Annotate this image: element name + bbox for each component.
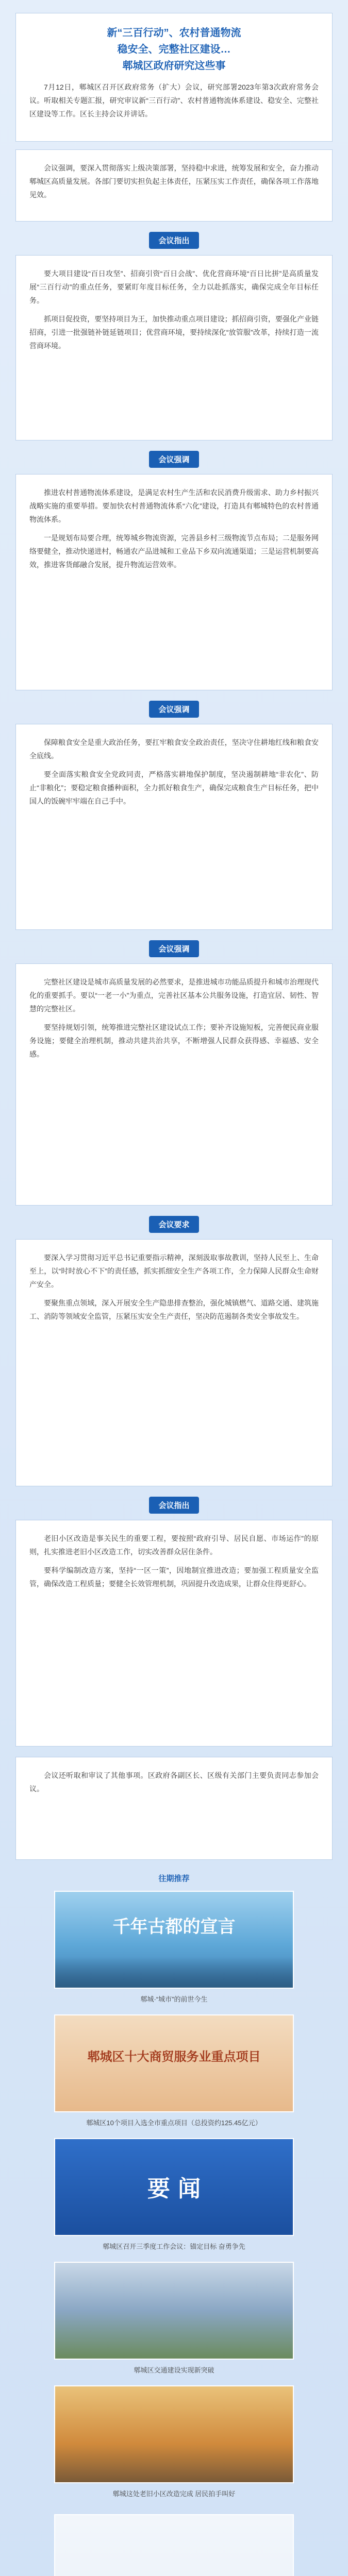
section-paragraph: 老旧小区改造是事关民生的重要工程，要按照“政府引导、居民自愿、市场运作”的原则，扎实推进老旧小区改造工作，切实改善群众居住条件。 [29,1534,319,1556]
related-photo[interactable] [54,2138,294,2236]
section-paragraph: 要坚持规划引领，统筹推进完整社区建设试点工作；要补齐设施短板，完善便民商业服务设施；要健全治理机制，推动共建共治共享，不断增强人民群众获得感、幸福感、安全感。 [29,1023,319,1058]
header-card [15,13,333,142]
related-photo[interactable] [54,2262,294,2360]
intro-card [15,149,333,222]
article-title-line2: 稳安全、完整社区建设… [117,44,231,55]
section-paragraph: 一是规划布局要合理，统筹城乡物流资源，完善县乡村三级物流节点布局；二是服务网络要健全，推动快递进村，畅通农产品进城和工业品下乡双向流通渠道；三是运营机制要高效，推进客货邮融合发展，提升物流运营效率。 [29,534,319,569]
section-paragraph: 抓项目促投资，要坚持项目为王，加快推动重点项目建设；抓招商引资，要强化产业链招商，引进一批强链补链延链项目；优营商环境，要持续深化“放管服”改革，持续打造一流营商环境。 [29,315,319,350]
section-card [15,474,333,690]
section-card [15,1239,333,1486]
section-badge: 会议强调 [149,701,198,718]
section-card [15,1520,333,1747]
photo-caption[interactable]: 郫城区召开三季度工作会议：锚定目标 奋勇争先 [103,2243,245,2250]
article-title-line3: 郫城区政府研究这些事 [122,60,226,72]
section-card [15,963,333,1206]
section-badge: 会议指出 [149,1497,198,1514]
section-paragraph: 要深入学习贯彻习近平总书记重要指示精神，深刻汲取事故教训，坚持人民至上、生命至上，以“时时放心不下”的责任感，抓实抓细安全生产各项工作，全力保障人民群众生命财产安全。 [29,1253,319,1289]
photo-overlay-title: 千年古都的宣言 [112,1917,236,1937]
section-card [15,255,333,440]
photo-caption[interactable]: 郫城这处老旧小区改造完成 居民拍手叫好 [112,2490,236,2498]
photo-overlay-title: 郫城区十大商贸服务业重点项目 [87,2049,261,2064]
section-paragraph: 要科学编制改造方案，坚持“一区一策”，因地制宜推进改造；要加强工程质量安全监管，确保改造工程质量；要健全长效管理机制，巩固提升改造成果，让群众住得更舒心。 [29,1566,319,1588]
photo-caption[interactable]: 郫城区交通建设实现新突破 [134,2366,214,2374]
related-heading: 往期推荐 [158,1874,190,1883]
section-paragraph: 要大项目建设“百日攻坚”、招商引资“百日会战”、优化营商环境“百日比拼”是高质量发展“三百行动”的重点任务，要紧盯年度目标任务，全力以赴抓落实，确保完成全年目标任务。 [29,269,319,304]
footer-graphic [54,2514,294,2576]
section-paragraph: 完整社区建设是城市高质量发展的必然要求，是推进城市功能品质提升和城市治理现代化的重要抓手。要以“一老一小”为重点，完善社区基本公共服务设施，打造宜居、韧性、智慧的完整社区。 [29,978,319,1013]
photo-caption[interactable]: 郫城·“城市”的前世今生 [140,1995,208,2003]
section-paragraph: 要聚焦重点领域，深入开展安全生产隐患排查整治，强化城镇燃气、道路交通、建筑施工、消防等领域安全监管，压紧压实安全生产责任，坚决防范遏制各类安全事故发生。 [29,1299,319,1320]
closing-paragraph: 会议还听取和审议了其他事项。区政府各副区长、区级有关部门主要负责同志参加会议。 [29,1771,319,1793]
intro-paragraph-2: 会议强调，要深入贯彻落实上级决策部署，坚持稳中求进，统筹发展和安全，奋力推动郫城区高质量发展。各部门要切实担负起主体责任，压紧压实工作责任，确保各项工作落地见效。 [29,164,319,199]
section-badge: 会议要求 [149,1216,198,1233]
photo-caption[interactable]: 郫城区10个项目入选全市重点项目（总投资约125.45亿元） [86,2119,262,2127]
section-paragraph: 保障粮食安全是重大政治任务，要扛牢粮食安全政治责任，坚决守住耕地红线和粮食安全底线。 [29,738,319,760]
section-badge: 会议强调 [149,940,198,957]
section-card [15,724,333,930]
section-paragraph: 推进农村普通物流体系建设，是满足农村生产生活和农民消费升级需求、助力乡村振兴战略实施的重要举措。要加快农村普通物流体系“六化”建设，打造具有郫城特色的农村普通物流体系。 [29,488,319,523]
intro-paragraph-1: 7月12日，郫城区召开区政府常务（扩大）会议，研究部署2023年第3次政府常务会议。听取相关专题汇报，研究审议新“三百行动”、农村普通物流体系建设、稳安全、完整社区建设等工作。区长主持会议并讲话。 [29,83,319,118]
article-title-line1: 新“三百行动”、农村普通物流 [107,27,241,39]
section-badge: 会议强调 [149,451,198,468]
related-photo[interactable] [54,2385,294,2483]
section-badge: 会议指出 [149,232,198,249]
related-photo[interactable] [54,2014,294,2112]
related-photo[interactable] [54,1891,294,1989]
photo-overlay-title: 要 闻 [147,2176,201,2202]
section-paragraph: 要全面落实粮食安全党政同责，严格落实耕地保护制度，坚决遏制耕地“非农化”、防止“非粮化”；要稳定粮食播种面积，全力抓好粮食生产，确保完成粮食生产目标任务，把中国人的饭碗牢牢端在自己手中。 [29,770,319,805]
closing-card [15,1757,333,1860]
